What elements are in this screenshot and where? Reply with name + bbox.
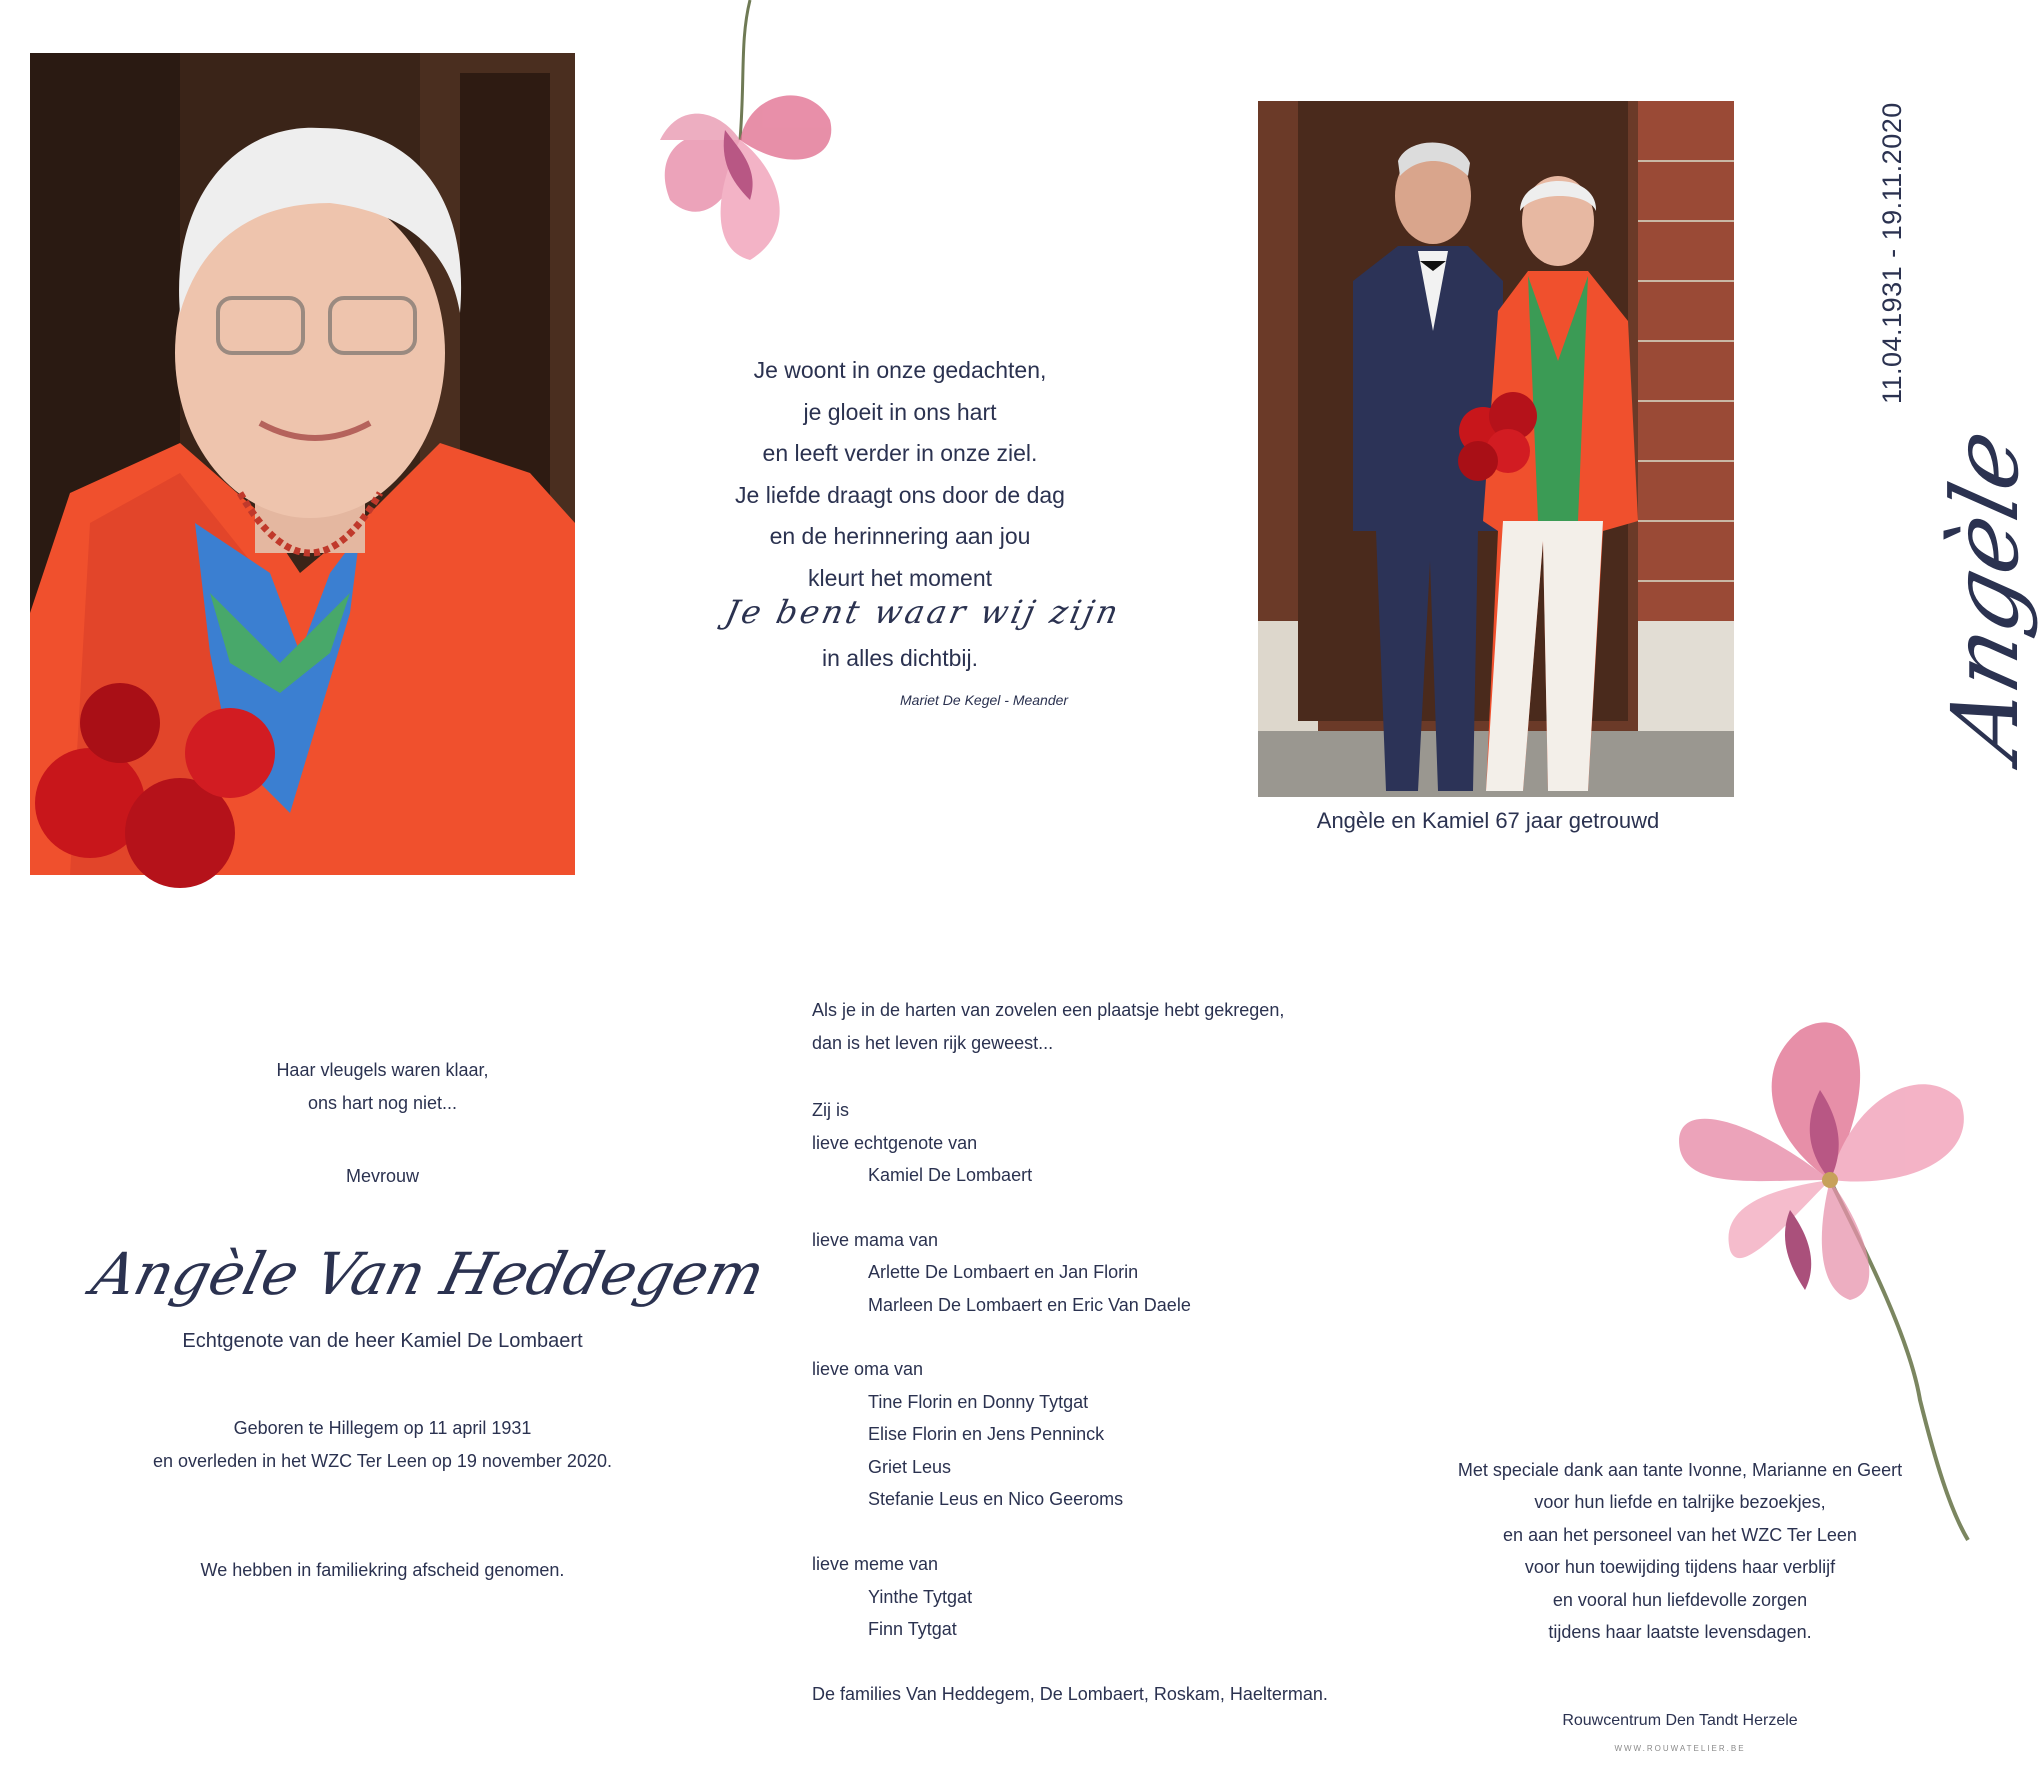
funeral-home: Rouwcentrum Den Tandt Herzele xyxy=(1562,1712,1798,1729)
wings-line-1: Haar vleugels waren klaar, xyxy=(276,1060,489,1080)
portrait-photo xyxy=(30,53,575,875)
thanks-line: en aan het personeel van het WZC Ter Leen xyxy=(1503,1525,1857,1545)
grandchild-name: Griet Leus xyxy=(868,1457,952,1477)
title-mevrouw: Mevrouw xyxy=(345,1166,420,1186)
thanks-line: voor hun toewijding tijdens haar verblijf xyxy=(1524,1557,1836,1577)
intro-line-1: Als je in de harten van zovelen een plaatsje hebt gekregen, xyxy=(812,1000,1285,1020)
wings-line-2: ons hart nog niet... xyxy=(307,1093,458,1113)
spouse-label: lieve echtgenote van xyxy=(812,1133,978,1153)
spouse-line: Echtgenote van de heer Kamiel De Lombaert xyxy=(182,1330,583,1352)
thanks-line: en vooral hun liefdevolle zorgen xyxy=(1552,1590,1808,1610)
couple-photo-caption: Angèle en Kamiel 67 jaar getrouwd xyxy=(1316,808,1660,833)
flower-top-illustration xyxy=(630,0,890,280)
child-name: Arlette De Lombaert en Jan Florin xyxy=(868,1262,1139,1282)
poem-block xyxy=(640,350,1160,599)
poem-line: en leeft verder in onze ziel. xyxy=(762,440,1038,466)
poem-author: Mariet De Kegel - Meander xyxy=(900,692,1069,708)
couple-photo xyxy=(1258,101,1734,797)
thanks-line: voor hun liefde en talrijke bezoekjes, xyxy=(1534,1492,1826,1512)
spouse-name: Kamiel De Lombaert xyxy=(868,1165,1033,1185)
poem-line: en de herinnering aan jou xyxy=(769,523,1031,549)
poem-line: kleurt het moment xyxy=(807,564,993,591)
born-line: Geboren te Hillegem op 11 april 1931 xyxy=(233,1418,532,1438)
poem-line: Je liefde draagt ons door de dag xyxy=(735,481,1065,508)
poem-line: Je woont in onze gedachten, xyxy=(753,357,1047,383)
grandchild-name: Elise Florin en Jens Penninck xyxy=(868,1424,1105,1444)
farewell-line: We hebben in familiekring afscheid genomen. xyxy=(200,1560,565,1580)
zij-is-label: Zij is xyxy=(812,1100,849,1120)
families-line: De families Van Heddegem, De Lombaert, Roskam, Haelterman. xyxy=(812,1684,1328,1704)
thanks-line: tijdens haar laatste levensdagen. xyxy=(1548,1622,1812,1642)
grandchild-name: Stefanie Leus en Nico Geeroms xyxy=(868,1489,1124,1509)
mama-label: lieve mama van xyxy=(812,1230,939,1250)
great-grandchild-name: Yinthe Tytgat xyxy=(868,1587,973,1607)
thanks-block xyxy=(1420,1460,1940,1660)
deceased-script-name: Angèle Van Heddegem xyxy=(85,1240,772,1308)
website-credit: WWW.ROUWATELIER.BE xyxy=(1614,1744,1746,1753)
family-column xyxy=(812,1000,1372,1720)
thanks-line: Met speciale dank aan tante Ivonne, Marianne en Geert xyxy=(1457,1460,1903,1480)
meme-label: lieve meme van xyxy=(812,1554,939,1574)
life-dates: 11.04.1931 - 19.11.2020 xyxy=(1877,102,1907,404)
poem-script-line: Je bent waar wij zijn xyxy=(721,593,1125,631)
died-line: en overleden in het WZC Ter Leen op 19 november 2020. xyxy=(153,1451,612,1471)
poem-line: je gloeit in ons hart xyxy=(803,398,997,425)
great-grandchild-name: Finn Tytgat xyxy=(868,1619,957,1639)
left-column xyxy=(100,1060,665,1600)
oma-label: lieve oma van xyxy=(812,1359,924,1379)
grandchild-name: Tine Florin en Donny Tytgat xyxy=(868,1392,1089,1412)
poem-last-line: in alles dichtbij. xyxy=(822,645,978,671)
intro-line-2: dan is het leven rijk geweest... xyxy=(812,1033,1054,1053)
vertical-script-name: Angèle xyxy=(1932,419,2039,769)
child-name: Marleen De Lombaert en Eric Van Daele xyxy=(868,1295,1191,1315)
